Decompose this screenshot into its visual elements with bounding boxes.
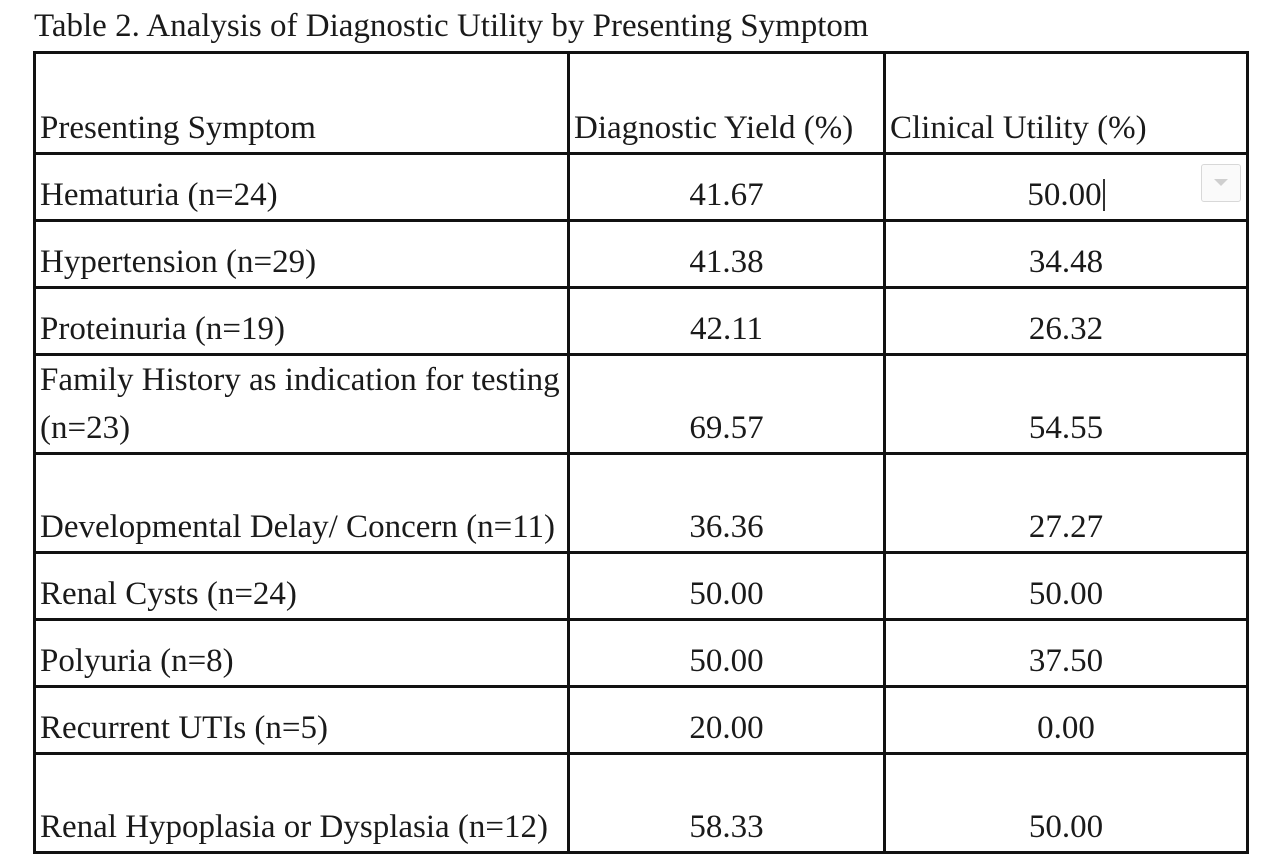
symptom-cell[interactable]: Renal Hypoplasia or Dysplasia (n=12) [35,754,569,853]
text-cursor [1103,179,1105,211]
table-row [35,154,1248,221]
symptom-cell[interactable]: Polyuria (n=8) [35,620,569,687]
chevron-down-icon [1213,178,1229,188]
table-row [35,288,1248,355]
table-row [35,620,1248,687]
header-label: Presenting Symptom [40,110,316,146]
yield-cell[interactable]: 42.11 [569,288,885,355]
utility-cell[interactable]: 50.00 [885,754,1248,853]
utility-value: 50.00 [1027,177,1102,213]
symptom-cell[interactable]: Recurrent UTIs (n=5) [35,687,569,754]
symptom-cell[interactable]: Developmental Delay/ Concern (n=11) [35,454,569,553]
utility-cell[interactable]: 34.48 [885,221,1248,288]
table-row [35,355,1248,454]
utility-cell[interactable]: 50.00 [885,553,1248,620]
header-cell-utility[interactable] [885,53,1248,154]
table-row [35,454,1248,553]
header-cell-symptom[interactable] [35,53,569,154]
symptom-cell[interactable]: Proteinuria (n=19) [35,288,569,355]
data-table [33,51,1249,854]
utility-cell[interactable]: 26.32 [885,288,1248,355]
header-label: Diagnostic Yield (%) [574,110,854,146]
table-header-row [35,53,1248,154]
utility-cell[interactable]: 0.00 [885,687,1248,754]
table-row [35,687,1248,754]
symptom-cell[interactable]: Hematuria (n=24) [35,154,569,221]
yield-cell[interactable]: 20.00 [569,687,885,754]
yield-cell[interactable]: 36.36 [569,454,885,553]
table-row [35,754,1248,853]
symptom-cell[interactable]: Family History as indication for testing (n=23) [35,355,569,454]
utility-cell[interactable]: 54.55 [885,355,1248,454]
yield-cell[interactable]: 50.00 [569,553,885,620]
cell-options-dropdown[interactable] [1201,164,1241,202]
yield-cell[interactable]: 69.57 [569,355,885,454]
yield-cell[interactable]: 41.67 [569,154,885,221]
table-row [35,553,1248,620]
utility-cell[interactable]: 37.50 [885,620,1248,687]
symptom-cell[interactable]: Hypertension (n=29) [35,221,569,288]
yield-cell[interactable]: 41.38 [569,221,885,288]
header-label: Clinical Utility (%) [890,110,1147,146]
table-row [35,221,1248,288]
yield-cell[interactable]: 58.33 [569,754,885,853]
symptom-cell[interactable]: Renal Cysts (n=24) [35,553,569,620]
header-cell-yield[interactable] [569,53,885,154]
utility-cell-active[interactable] [885,154,1248,221]
table-caption: Table 2. Analysis of Diagnostic Utility by Presenting Symptom [34,8,869,44]
yield-cell[interactable]: 50.00 [569,620,885,687]
utility-cell[interactable]: 27.27 [885,454,1248,553]
